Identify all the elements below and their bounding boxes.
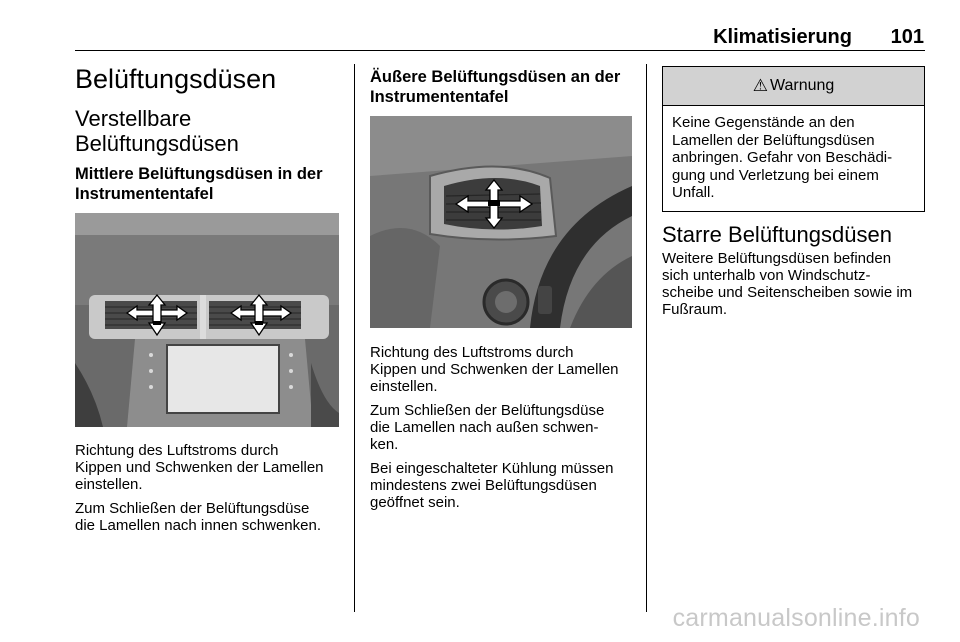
warning-header xyxy=(663,67,924,106)
column-divider-1 xyxy=(354,64,355,612)
outer-vent-illustration xyxy=(370,116,632,328)
warning-line-3: anbringen. Gefahr von Beschädi- xyxy=(672,149,893,166)
col2-heading-line-1: Äußere Belüftungsdüsen an der xyxy=(370,68,621,86)
col2-para1-line2: Kippen und Schwenken der Lamellen xyxy=(370,361,619,378)
warning-box xyxy=(662,66,925,212)
col1-para2-line2: die Lamellen nach innen schwenken. xyxy=(75,517,321,534)
col2-para2-line3: ken. xyxy=(370,436,399,453)
warning-text xyxy=(663,106,924,210)
watermark: carmanualsonline.info xyxy=(672,604,920,632)
warning-line-1: Keine Gegenstände an den xyxy=(672,114,855,131)
col2-para3-line1: Bei eingeschalteter Kühlung müssen xyxy=(370,460,614,477)
warning-line-4: gung und Verletzung bei einem xyxy=(672,166,879,184)
section-heading-line-2: Instrumententafel xyxy=(75,185,214,203)
page-number: 101 xyxy=(890,26,924,48)
warning-line-2: Lamellen der Belüftungsdüsen xyxy=(672,131,875,149)
col1-para1-line1: Richtung des Luftstroms durch xyxy=(75,442,279,459)
warning-line-5: Unfall. xyxy=(672,184,715,201)
column-divider-2 xyxy=(646,64,647,612)
section-heading-line-1: Mittlere Belüftungsdüsen in der xyxy=(75,165,323,183)
running-header-section: Klimatisierung xyxy=(713,26,852,48)
col3-para-line1: Weitere Belüftungsdüsen befinden xyxy=(662,250,892,267)
main-title: Belüftungsdüsen xyxy=(75,64,277,94)
col2-para3-line2: mindestens zwei Belüftungsdüsen xyxy=(370,477,597,494)
col2-para2-line1: Zum Schließen der Belüftungsdüse xyxy=(370,402,605,419)
warning-icon: ⚠ xyxy=(752,76,768,95)
col1-para2-line1: Zum Schließen der Belüftungsdüse xyxy=(75,500,310,517)
col1-para1-line3: einstellen. xyxy=(75,476,143,493)
center-vents-illustration xyxy=(75,213,339,427)
col3-para-line2: sich unterhalb von Windschutz- xyxy=(662,267,871,284)
col2-para1-line1: Richtung des Luftstroms durch xyxy=(370,344,574,361)
header-rule xyxy=(75,50,925,51)
col2-heading-line-2: Instrumententafel xyxy=(370,88,509,106)
warning-label: Warnung xyxy=(769,77,835,94)
col2-para1-line3: einstellen. xyxy=(370,378,438,395)
subtitle-line-1: Verstellbare xyxy=(75,106,192,131)
col3-para-line3: scheibe und Seitenscheiben sowie im xyxy=(662,284,913,301)
col3-para-line4: Fußraum. xyxy=(662,301,728,318)
col3-heading: Starre Belüftungsdüsen xyxy=(662,222,892,247)
col2-para2-line2: die Lamellen nach außen schwen- xyxy=(370,419,599,436)
col1-para1-line2: Kippen und Schwenken der Lamellen xyxy=(75,459,324,476)
col2-para3-line3: geöffnet sein. xyxy=(370,494,460,511)
subtitle-line-2: Belüftungsdüsen xyxy=(75,131,239,156)
